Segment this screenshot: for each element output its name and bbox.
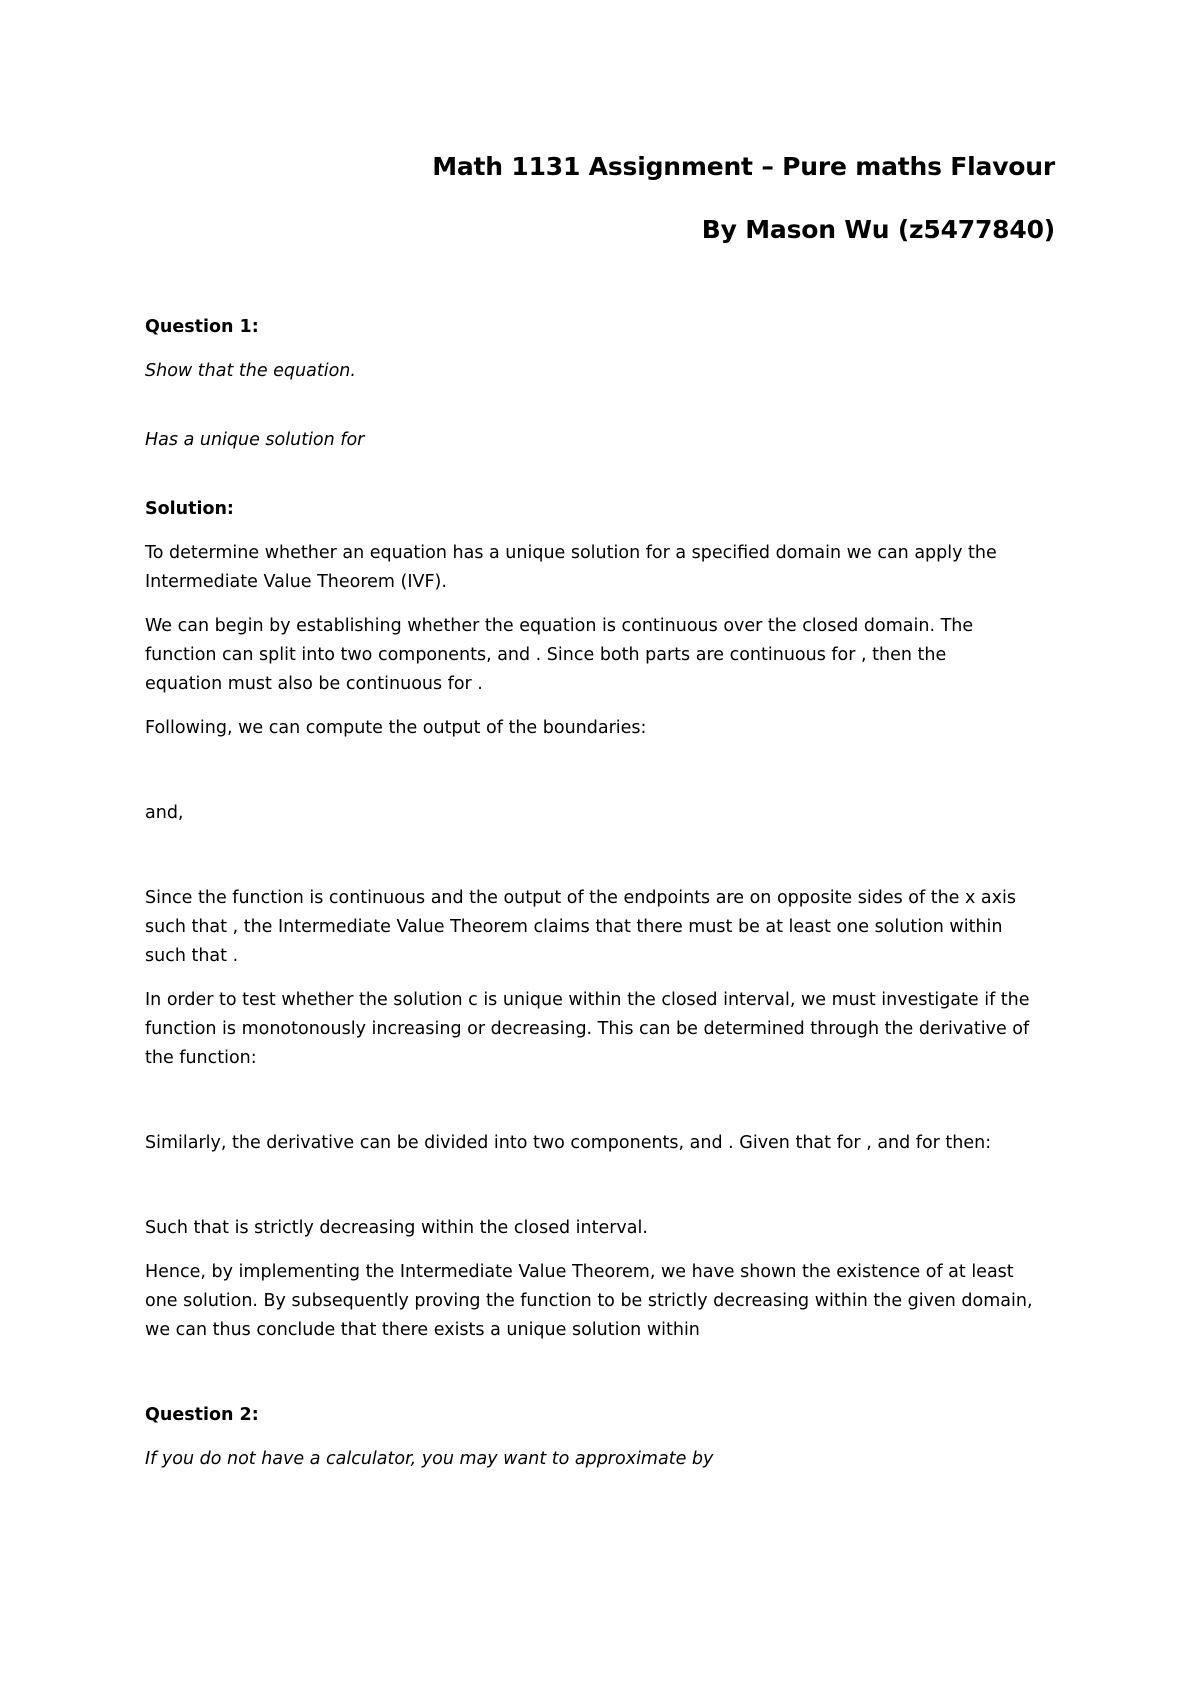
question-2-prompt: If you do not have a calculator, you may want to approximate by xyxy=(145,1449,714,1469)
solution-paragraph-7: Similarly, the derivative can be divided into two components, and . Given that for , and for then: xyxy=(145,1133,992,1153)
solution-p6-line-3: the function: xyxy=(145,1048,257,1068)
question-1-heading: Question 1: xyxy=(145,317,259,337)
question-1-prompt-line-1: Show that the equation. xyxy=(145,361,356,381)
solution-p1-line-2: Intermediate Value Theorem (IVF). xyxy=(145,572,447,592)
solution-p5-line-1: Since the function is continuous and the output of the endpoints are on opposite sides of the x axis xyxy=(145,888,1016,908)
document-title: Math 1131 Assignment – Pure maths Flavour xyxy=(432,152,1055,181)
document-author: By Mason Wu (z5477840) xyxy=(701,215,1055,244)
solution-p2-line-3: equation must also be continuous for . xyxy=(145,674,483,694)
question-2-heading: Question 2: xyxy=(145,1405,259,1425)
solution-p6-line-1: In order to test whether the solution c is unique within the closed interval, we must investigate if the xyxy=(145,990,1030,1010)
solution-p1-line-1: To determine whether an equation has a unique solution for a specified domain we can apply the xyxy=(145,543,997,563)
solution-paragraph-9 xyxy=(145,1258,1060,1345)
solution-paragraph-1 xyxy=(145,539,1060,597)
solution-paragraph-3: Following, we can compute the output of the boundaries: xyxy=(145,718,647,738)
solution-paragraph-4: and, xyxy=(145,803,184,823)
solution-paragraph-5 xyxy=(145,884,1060,971)
solution-p9-line-2: one solution. By subsequently proving the function to be strictly decreasing within the given domain, xyxy=(145,1291,1033,1311)
solution-p9-line-1: Hence, by implementing the Intermediate Value Theorem, we have shown the existence of at least xyxy=(145,1262,1014,1282)
question-1-prompt-line-2: Has a unique solution for xyxy=(145,430,365,450)
solution-paragraph-6 xyxy=(145,986,1060,1073)
solution-p5-line-3: such that . xyxy=(145,946,239,966)
solution-p2-line-1: We can begin by establishing whether the equation is continuous over the closed domain. The xyxy=(145,616,974,636)
solution-p2-line-2: function can split into two components, and . Since both parts are continuous for , then the xyxy=(145,645,947,665)
solution-p9-line-3: we can thus conclude that there exists a unique solution within xyxy=(145,1320,700,1340)
document-body xyxy=(145,313,1060,1474)
solution-paragraph-8: Such that is strictly decreasing within the closed interval. xyxy=(145,1218,648,1238)
solution-p6-line-2: function is monotonously increasing or decreasing. This can be determined through the derivative of xyxy=(145,1019,1030,1039)
solution-heading: Solution: xyxy=(145,499,234,519)
solution-p5-line-2: such that , the Intermediate Value Theorem claims that there must be at least one solution within xyxy=(145,917,1003,937)
solution-paragraph-2 xyxy=(145,612,1060,699)
